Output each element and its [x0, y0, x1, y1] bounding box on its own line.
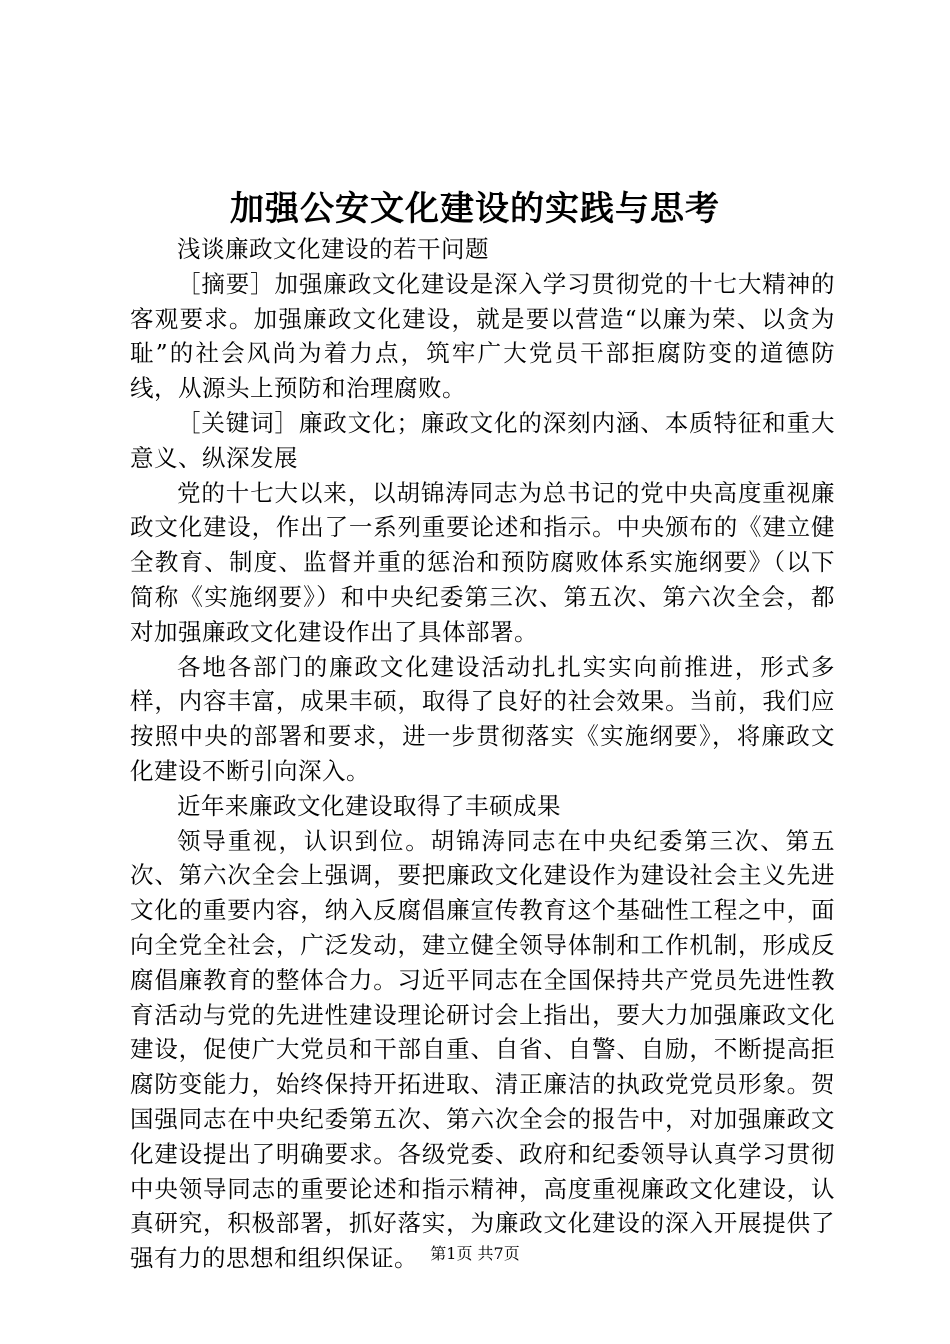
paragraph-abstract: ［摘要］加强廉政文化建设是深入学习贯彻党的十七大精神的客观要求。加强廉政文化建设，就是要以营造“以廉为荣、以贪为耻”的社会风尚为着力点，筑牢广大党员干部拒腐防变的道德防线，从源头上预防和治理腐败。	[130, 269, 835, 403]
document-title: 加强公安文化建设的实践与思考	[230, 189, 720, 229]
paragraph: 党的十七大以来，以胡锦涛同志为总书记的党中央高度重视廉政文化建设，作出了一系列重要论述和指示。中央颁布的《建立健全教育、制度、监督并重的惩治和预防腐败体系实施纲要》（以下简称《实施纲要》）和中央纪委第三次、第五次、第六次全会，都对加强廉政文化建设作出了具体部署。	[130, 478, 835, 646]
paragraph: 领导重视，认识到位。胡锦涛同志在中央纪委第三次、第五次、第六次全会上强调，要把廉政文化建设作为建设社会主义先进文化的重要内容，纳入反腐倡廉宣传教育这个基础性工程之中，面向全党全社会，广泛发动，建立健全领导体制和工作机制，形成反腐倡廉教育的整体合力。习近平同志在全国保持共产党员先进性教育活动与党的先进性建设理论研讨会上指出，要大力加强廉政文化建设，促使广大党员和干部自重、自省、自警、自励，不断提高拒腐防变能力，始终保持开拓进取、清正廉洁的执政党党员形象。贺国强同志在中央纪委第五次、第六次全会的报告中，对加强廉政文化建设提出了明确要求。各级党委、政府和纪委领导认真学习贯彻中央领导同志的重要论述和指示精神，高度重视廉政文化建设，认真研究，积极部署，抓好落实，为廉政文化建设的深入开展提供了强有力的思想和组织保证。	[130, 826, 835, 1273]
section-heading: 近年来廉政文化建设取得了丰硕成果	[177, 791, 561, 820]
paragraph-keywords: ［关键词］廉政文化；廉政文化的深刻内涵、本质特征和重大意义、纵深发展	[130, 408, 835, 472]
page-number-footer: 第1页 共7页	[430, 1244, 520, 1263]
paragraph: 各地各部门的廉政文化建设活动扎扎实实向前推进，形式多样，内容丰富，成果丰硕，取得了良好的社会效果。当前，我们应按照中央的部署和要求，进一步贯彻落实《实施纲要》，将廉政文化建设不断引向深入。	[130, 652, 835, 785]
document-body	[130, 232, 835, 1276]
paragraph-subtitle: 浅谈廉政文化建设的若干问题	[177, 235, 489, 263]
